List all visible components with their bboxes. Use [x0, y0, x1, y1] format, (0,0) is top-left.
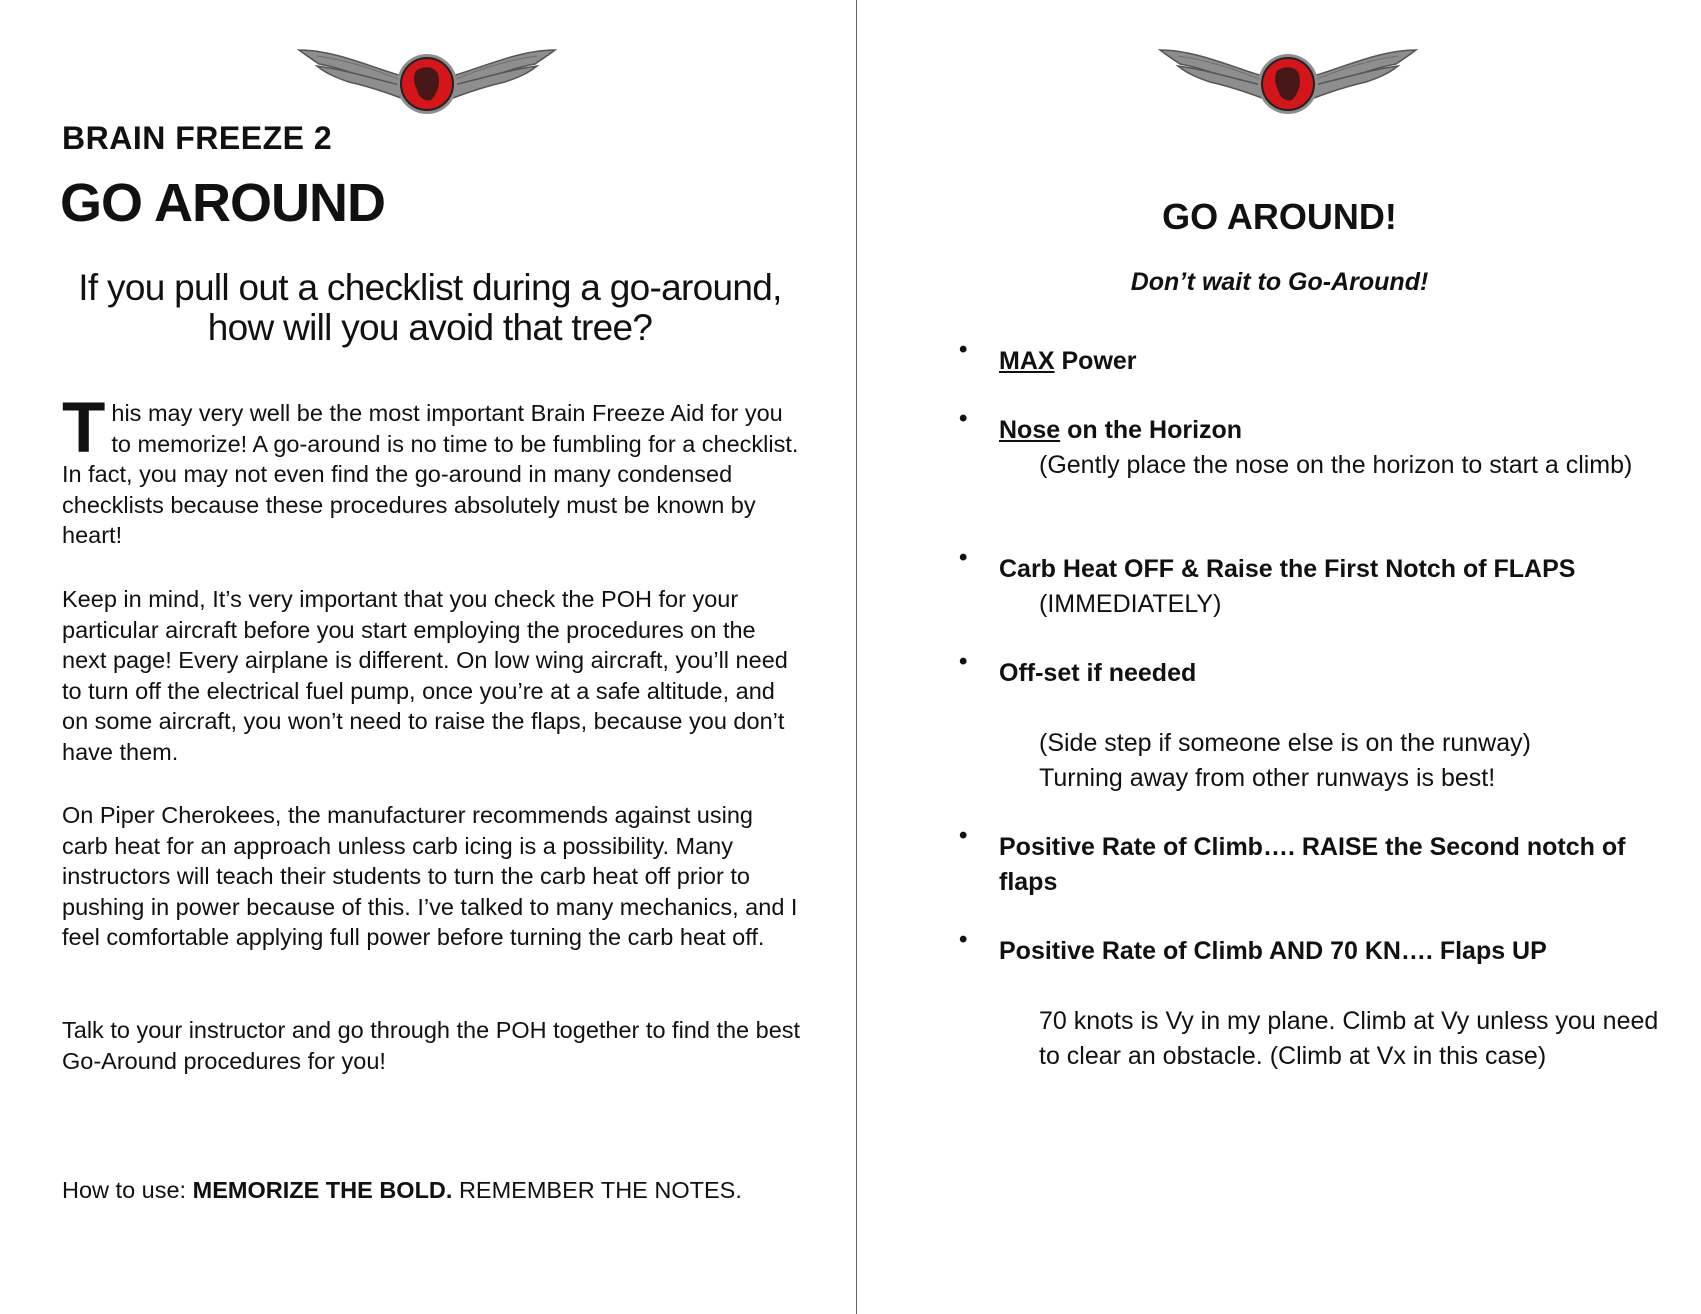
instructor-paragraph: Talk to your instructor and go through the POH together to find the best Go-Around procedures for you!: [62, 1017, 801, 1074]
step-text: [999, 413, 1679, 448]
series-label: BRAIN FREEZE 2: [62, 120, 333, 156]
lead-question: [60, 268, 800, 348]
bullet-icon: •: [959, 405, 968, 432]
lead-line-2: how will you avoid that tree?: [207, 307, 653, 348]
step-text: Positive Rate of Climb AND 70 KN…. Flaps UP: [999, 937, 1547, 965]
how-to-use-suffix: REMEMBER THE NOTES.: [458, 1177, 742, 1203]
checklist-subtitle: Don’t wait to Go-Around!: [1130, 268, 1429, 296]
how-to-use-prefix: How to use:: [62, 1177, 187, 1203]
bullet-icon: •: [959, 822, 968, 849]
step-text: [999, 344, 1679, 379]
page-title: GO AROUND: [60, 173, 385, 233]
poh-paragraph: Keep in mind, It’s very important that you check the POH for your particular aircraft before you start employing the procedures on the next page! Every airplane is different. On low wing aircraft, you’ll need to turn off the electrical fuel pump, once you’re at a safe altitude, and on some aircraft, you won’t need to raise the flaps, because you don’t have them.: [62, 586, 788, 765]
step-underlined: Nose: [999, 416, 1061, 444]
intro-paragraph: [62, 389, 804, 551]
intro-paragraph-text: his may very well be the most important Brain Freeze Aid for you to memorize! A go-around is no time to be fumbling for a checklist. In fact, you may not even find the go-around in many condensed checklists because these procedures absolutely must be known by heart!: [62, 400, 799, 548]
step-note-line-2: Turning away from other runways is best!: [1039, 764, 1496, 792]
right-page: [858, 0, 1701, 1314]
bullet-icon: •: [959, 648, 968, 675]
bullet-icon: •: [959, 926, 968, 953]
step-note: (Gently place the nose on the horizon to start a climb): [1039, 451, 1633, 479]
lead-line-1: If you pull out a checklist during a go-around,: [78, 267, 782, 308]
winged-emblem-icon: [297, 40, 557, 120]
how-to-use-bold: MEMORIZE THE BOLD.: [192, 1177, 453, 1203]
checklist-title: GO AROUND!: [1162, 196, 1397, 237]
drop-cap: T: [62, 389, 106, 468]
step-text: Positive Rate of Climb…. RAISE the Second notch of flaps: [999, 833, 1626, 896]
bullet-icon: •: [959, 336, 968, 363]
step-text: Carb Heat OFF & Raise the First Notch of FLAPS: [999, 555, 1576, 583]
step-text: Off-set if needed: [999, 659, 1197, 687]
step-note: (IMMEDIATELY): [1039, 590, 1222, 618]
how-to-use: [62, 1177, 742, 1204]
winged-emblem-icon: [1158, 40, 1418, 120]
step-underlined: MAX: [999, 347, 1055, 375]
bullet-icon: •: [959, 544, 968, 571]
step-note-line-1: (Side step if someone else is on the runway): [1039, 729, 1531, 757]
step-rest: on the Horizon: [1060, 416, 1243, 444]
step-rest: Power: [1054, 347, 1137, 375]
step-note: 70 knots is Vy in my plane. Climb at Vy unless you need to clear an obstacle. (Climb at Vx in this case): [1039, 1007, 1659, 1070]
carb-heat-paragraph: On Piper Cherokees, the manufacturer recommends against using carb heat for an approach unless carb icing is a possibility. Many instructors will teach their students to turn the carb heat off prior to pushing in power because of this. I’ve talked to many mechanics, and I feel comfortable applying full power before turning the carb heat off.: [62, 802, 798, 950]
